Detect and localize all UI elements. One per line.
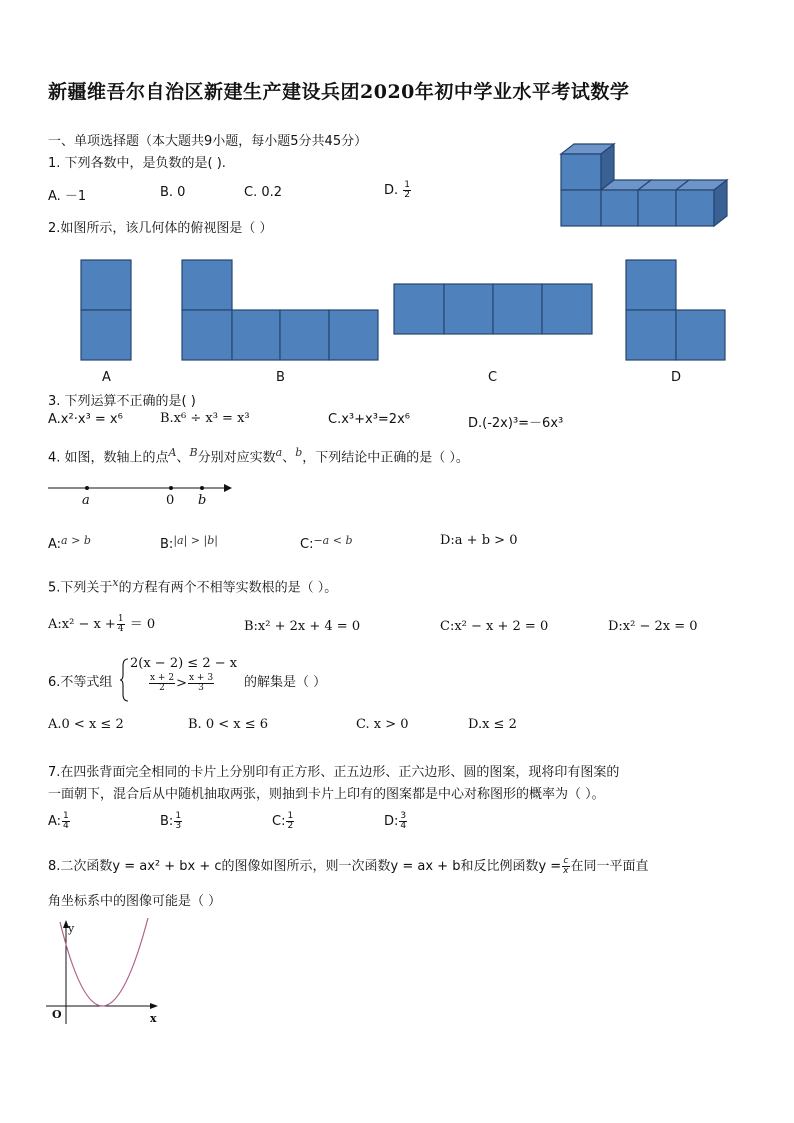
q3-option-c: C.x³+x³=2x⁶ xyxy=(328,412,410,427)
option-d-shape xyxy=(626,260,725,360)
question-7-line-2: 一面朝下，混合后从中随机抽取两张，则抽到卡片上印有的图案都是中心对称图形的概率为（ ）。 xyxy=(48,787,605,802)
inequality-line-1: 2(x − 2) ≤ 2 − x xyxy=(130,656,238,671)
point-b xyxy=(200,486,204,490)
q6-option-c: C. x > 0 xyxy=(356,717,409,732)
q5-option-d: D:x² − 2x = 0 xyxy=(608,619,698,634)
q7-option-d: D: $\frac{3}{4}$ xyxy=(384,811,407,831)
option-b-shape xyxy=(182,260,378,360)
graph-origin-label: O xyxy=(52,1008,62,1021)
left-brace-icon xyxy=(120,658,130,702)
graph-y-label: y xyxy=(68,922,75,935)
question-1-stem: 1. 下列各数中，是负数的是( ). xyxy=(48,156,226,171)
arrow-right-icon xyxy=(224,484,232,492)
q5-option-b: B:x² + 2x + 4 = 0 xyxy=(244,619,361,634)
q3-option-b: B.x⁶ ÷ x³ = x³ xyxy=(160,411,250,426)
q4-option-c: C:$^{-a < b}$ xyxy=(300,534,353,552)
q1-option-d: D. $\frac{1}{2}$ xyxy=(384,180,411,200)
option-a-shape xyxy=(81,260,131,360)
graph-x-label: x xyxy=(150,1012,157,1025)
option-c-label: C xyxy=(488,370,498,385)
question-8-line-1: 8.二次函数y = ax² + bx + c的图像如图所示，则一次函数y = ax + b和反比例函数y = $\frac{c}{x}$ 在同一平面直 xyxy=(48,856,649,876)
question-8-line-2: 角坐标系中的图像可能是（ ） xyxy=(48,894,222,909)
q5-option-a: A:x² − x + $\frac{1}{4}$ ＝ 0 xyxy=(48,614,156,634)
q6-option-b: B. 0 < x ≤ 6 xyxy=(188,717,269,732)
question-6-stem-suffix: 的解集是（ ） xyxy=(244,675,327,690)
q6-option-a: A.0 < x ≤ 2 xyxy=(48,717,124,732)
x-arrow-icon xyxy=(150,1003,158,1009)
axis-label-b: b xyxy=(198,493,207,508)
q2-view-options xyxy=(0,0,794,380)
q4-option-b: B:$^{|a| > |b|}$ xyxy=(160,534,218,552)
inequality-line-2: $\frac{x + 2}{2}$ > $\frac{x + 3}{3}$ xyxy=(150,673,214,693)
page-title: 新疆维吾尔自治区新建生产建设兵团2020年初中学业水平考试数学 xyxy=(48,81,630,103)
axis-label-0: 0 xyxy=(166,493,175,508)
q6-option-d: D.x ≤ 2 xyxy=(468,717,517,732)
q7-option-a: A: $\frac{1}{4}$ xyxy=(48,811,69,831)
q7-option-b: B: $\frac{1}{3}$ xyxy=(160,811,182,831)
q5-option-c: C:x² − x + 2 = 0 xyxy=(440,619,549,634)
q4-option-d: D:a + b > 0 xyxy=(440,533,518,548)
point-zero xyxy=(169,486,173,490)
q3-option-a: A.x²·x³ = x⁶ xyxy=(48,412,123,427)
question-3-stem: 3. 下列运算不正确的是( ) xyxy=(48,394,196,409)
question-4-stem: 4. 如图，数轴上的点$^A$、$^B$分别对应实数$^a$、$^b$，下列结论中正确的是（ ）。 xyxy=(48,446,469,466)
question-2-stem: 2.如图所示，该几何体的俯视图是（ ） xyxy=(48,221,273,236)
q1-option-c: C. 0.2 xyxy=(244,185,283,200)
axis-label-a: a xyxy=(82,493,90,508)
option-b-label: B xyxy=(276,370,285,385)
q1-option-b: B. 0 xyxy=(160,185,186,200)
question-6-stem-prefix: 6.不等式组 xyxy=(48,675,113,690)
q1-option-a: A. －1 xyxy=(48,189,87,204)
q7-option-c: C: $\frac{1}{2}$ xyxy=(272,811,294,831)
option-c-shape xyxy=(394,284,592,334)
question-7-line-1: 7.在四张背面完全相同的卡片上分别印有正方形、正五边形、正六边形、圆的图案，现将印有图案的 xyxy=(48,765,620,780)
point-a xyxy=(85,486,89,490)
option-d-label: D xyxy=(671,370,682,385)
question-5-stem: 5.下列关于$^x$的方程有两个不相等实数根的是（ ）。 xyxy=(48,576,338,596)
number-line xyxy=(44,478,244,498)
option-a-label: A xyxy=(102,370,111,385)
q3-option-d: D.(-2x)³=－6x³ xyxy=(468,416,564,431)
q4-option-a: A:$^{a > b}$ xyxy=(48,534,91,552)
section-heading: 一、单项选择题（本大题共9小题，每小题5分共45分） xyxy=(48,134,368,149)
